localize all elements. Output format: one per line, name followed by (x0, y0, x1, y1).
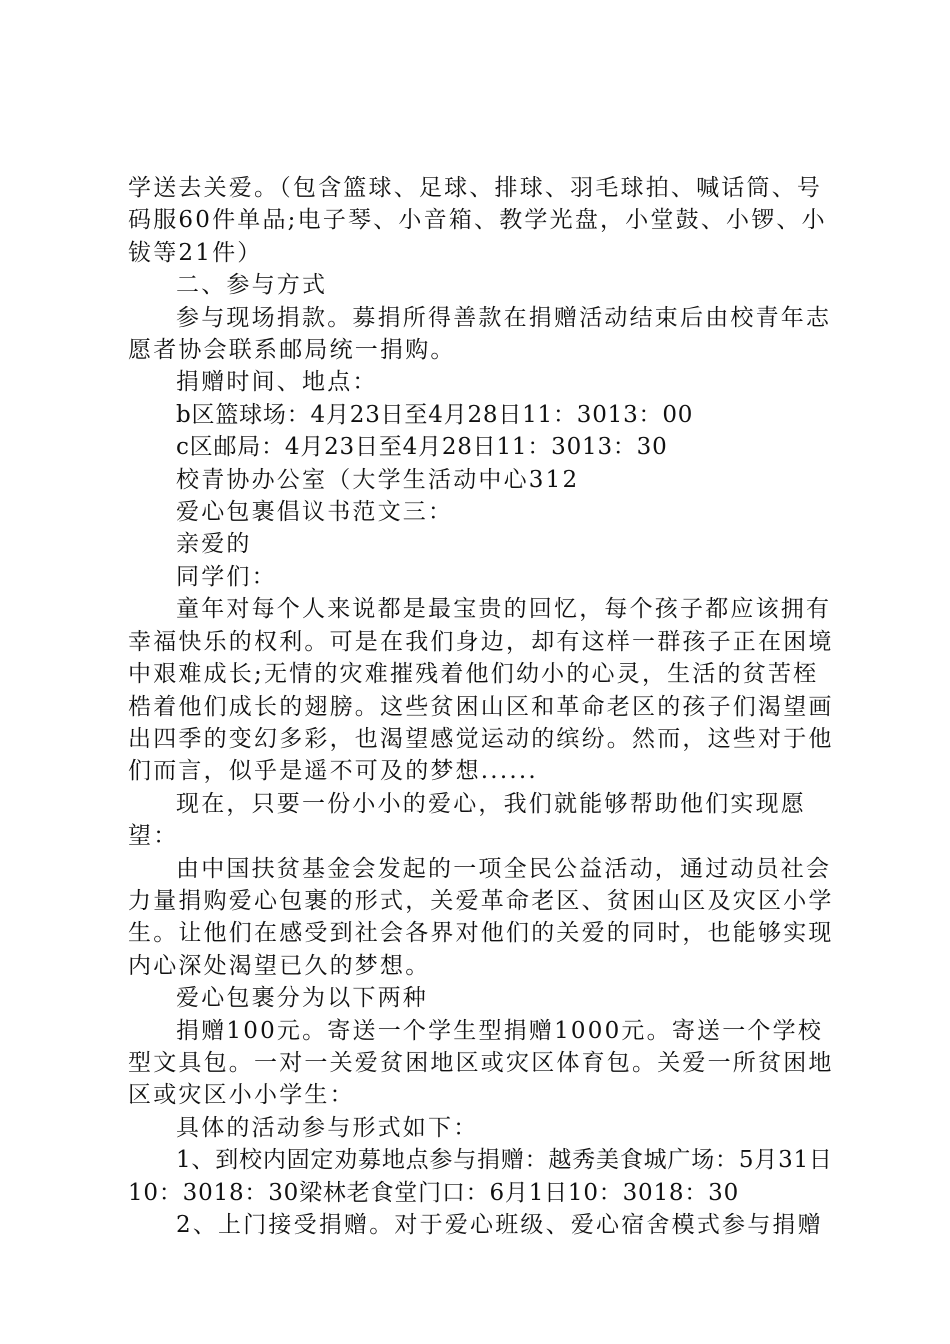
document-body (128, 172, 838, 1241)
paragraph-location-c-post: c区邮局：4月23日至4月28日11：3013：30 (176, 434, 668, 461)
paragraph-fixed-locations: 1、到校内固定劝募地点参与捐赠：越秀美食城广场：5月31日10：3018：30梁林老食堂门口：6月1日10：3018：30 (128, 1147, 833, 1206)
paragraph-time-location-label: 捐赠时间、地点： (176, 369, 378, 396)
paragraph-door-to-door: 2、上门接受捐赠。对于爱心班级、爱心宿舍模式参与捐赠 (176, 1212, 823, 1238)
paragraph-package-types: 爱心包裹分为以下两种 (176, 985, 428, 1012)
section-heading-participation: 二、参与方式 (176, 272, 328, 299)
paragraph-onsite-donation: 参与现场捐款。募捐所得善款在捐赠活动结束后由校青年志愿者协会联系邮局统一捐购。 (128, 304, 832, 364)
heading-sample-three: 爱心包裹倡议书范文三： (176, 499, 454, 526)
paragraph-childhood: 童年对每个人来说都是最宝贵的回忆，每个孩子都应该拥有幸福快乐的权利。可是在我们身边，却有这样一群孩子正在困境中艰难成长;无情的灾难摧残着他们幼小的心灵，生活的贫苦桎梏着他们成长的翅膀。这些贫困山区和革命老区的孩子们渴望画出四季的变幻多彩，也渴望感觉运动的缤纷。然而，这些对于他们而言，似乎是遥不可及的梦想...... (128, 596, 834, 785)
salutation-students: 同学们： (176, 563, 277, 590)
salutation-dear: 亲爱的 (176, 531, 252, 558)
paragraph-participation-forms: 具体的活动参与形式如下： (176, 1114, 479, 1141)
paragraph-continuation-donation-items: 学送去关爱。（包含篮球、足球、排球、羽毛球拍、喊话筒、号码服60件单品;电子琴、小音箱、教学光盘，小堂鼓、小锣、小钹等21件） (128, 175, 827, 266)
paragraph-donation-amounts: 捐赠100元。寄送一个学生型捐赠1000元。寄送一个学校型文具包。一对一关爱贫困地区或灾区体育包。关爱一所贫困地区或灾区小小学生： (128, 1017, 834, 1109)
paragraph-office: 校青协办公室（大学生活动中心312 (176, 466, 580, 493)
paragraph-location-b-court: b区篮球场：4月23日至4月28日11：3013：00 (176, 401, 694, 428)
paragraph-now-love: 现在，只要一份小小的爱心，我们就能够帮助他们实现愿望： (128, 790, 806, 850)
paragraph-foundation: 由中国扶贫基金会发起的一项全民公益活动，通过动员社会力量捐购爱心包裹的形式，关爱革命老区、贫困山区及灾区小学生。让他们在感受到社会各界对他们的关爱的同时，也能够实现内心深处渴望已久的梦想。 (128, 855, 834, 979)
